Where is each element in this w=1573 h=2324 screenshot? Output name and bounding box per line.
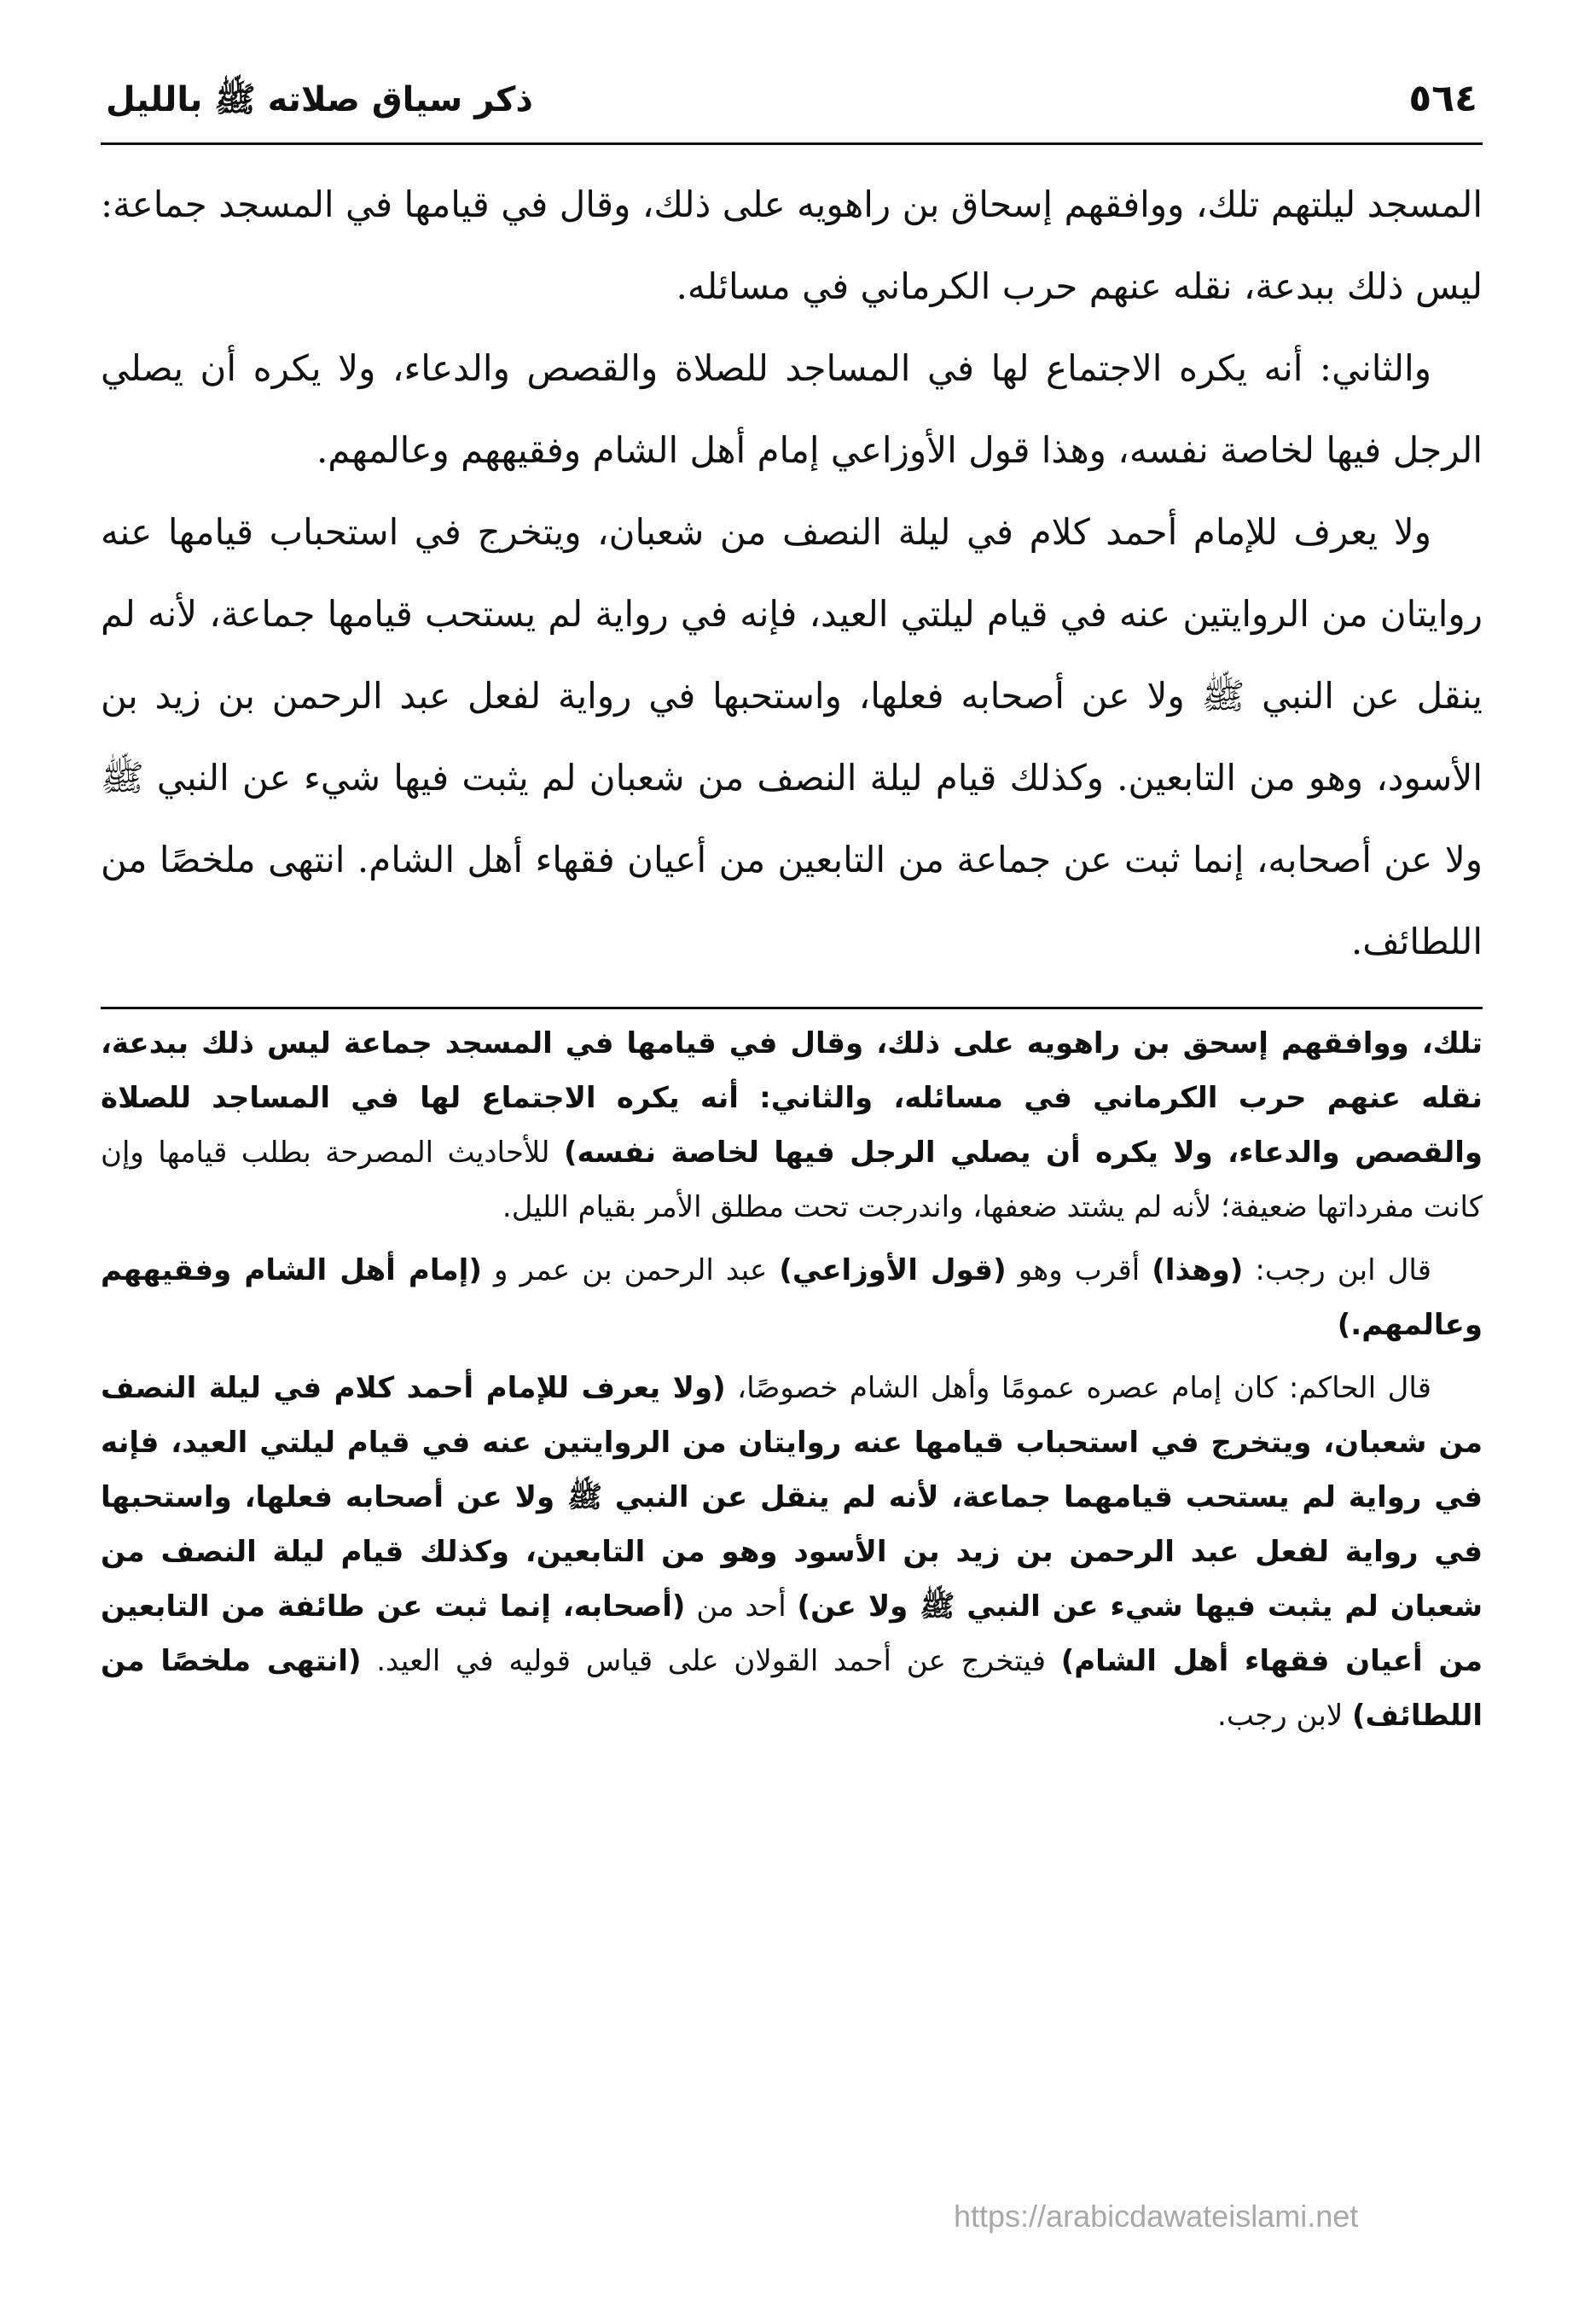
footnote-paragraph	[101, 1016, 1483, 1235]
footnote-text: قال الحاكم: كان إمام عصره عمومًا وأهل الشام خصوصًا،	[725, 1371, 1432, 1405]
page-number: ٥٦٤	[1408, 77, 1477, 120]
main-paragraph: المسجد ليلتهم تلك، ووافقهم إسحاق بن راهويه على ذلك، وقال في قيامها في المسجد جماعة: ليس ذلك ببدعة، نقله عنهم حرب الكرماني في مسائله.	[101, 183, 1483, 307]
footnote-quoted-text: (أصحابه، إنما ثبت عن طائفة من التابعين من أعيان فقهاء أهل الشام)	[101, 1589, 1483, 1678]
footnote-text: للأحاديث المصرحة بطلب قيامها وإن كانت مفرداتها ضعيفة؛ لأنه لم يشتد ضعفها، واندرجت تحت مطلق الأمر بقيام الليل.	[101, 1136, 1483, 1224]
main-paragraph: ولا يعرف للإمام أحمد كلام في ليلة النصف من شعبان، ويتخرج في استحباب قيامها عنه روايتان من الروايتين عنه في قيام ليلتي العيد، فإنه في رواية لم يستحب قيامها جماعة، لأنه لم ينقل عن النبي ﷺ ولا عن أصحابه فعلها، واستحبها في رواية لفعل عبد الرحمن بن زيد بن الأسود، وهو من التابعين. وكذلك قيام ليلة النصف من شعبان لم يثبت فيها شيء عن النبي ﷺ ولا عن أصحابه، إنما ثبت عن جماعة من التابعين من أعيان فقهاء أهل الشام. انتهى ملخصًا من اللطائف.	[101, 511, 1483, 962]
footnote-paragraph	[101, 1243, 1483, 1352]
footnotes-section	[101, 1016, 1483, 1743]
footnote-quoted-text: (وهذا)	[1152, 1253, 1244, 1287]
footnote-quoted-text: (انتهى ملخصًا من اللطائف)	[101, 1644, 1483, 1733]
footnote-text: لابن رجب.	[1217, 1699, 1353, 1733]
main-paragraph: والثاني: أنه يكره الاجتماع لها في المساجد للصلاة والقصص والدعاء، ولا يكره أن يصلي الرجل فيها لخاصة نفسه، وهذا قول الأوزاعي إمام أهل الشام وفقيههم وعالمهم.	[101, 347, 1483, 471]
footnote-text: أقرب وهو	[1006, 1253, 1152, 1287]
main-text	[101, 164, 1483, 983]
page-header	[101, 77, 1483, 145]
footnote-quoted-text: (ولا يعرف للإمام أحمد كلام في ليلة النصف من شعبان، ويتخرج في استحباب قيامها عنه روايتان من الروايتين عنه في قيام ليلتي العيد، فإنه في رواية لم يستحب قيامهما جماعة، لأنه لم ينقل عن النبي ﷺ ولا عن أصحابه فعلها، واستحبها في رواية لفعل عبد الرحمن بن زيد بن الأسود وهو من التابعين، وكذلك قيام ليلة النصف من شعبان لم يثبت فيها شيء عن النبي ﷺ ولا عن)	[101, 1371, 1483, 1624]
running-title: ذكر سياق صلاته ﷺ بالليل	[106, 80, 533, 119]
footnote-paragraph	[101, 1361, 1483, 1743]
footnote-divider	[101, 1007, 1483, 1009]
watermark-url: https://arabicdawateislami.net	[954, 2199, 1359, 2234]
footnote-quoted-text: (قول الأوزاعي)	[779, 1253, 1007, 1287]
footnote-quoted-text: (إمام أهل الشام وفقيههم وعالمهم.)	[101, 1253, 1483, 1342]
footnote-text: عبد الرحمن بن عمر و	[481, 1253, 780, 1287]
footnote-text: قال ابن رجب:	[1243, 1253, 1431, 1287]
document-page	[101, 77, 1483, 2295]
footnote-text: فيتخرج عن أحمد القولان على قياس قوليه في العيد.	[361, 1644, 1061, 1678]
footnote-quoted-text: تلك، ووافقهم إسحق بن راهويه على ذلك، وقال في قيامها في المسجد جماعة ليس ذلك ببدعة، نقله عنهم حرب الكرماني في مسائله، والثاني: أنه يكره الاجتماع لها في المساجد للصلاة والقصص والدعاء، ولا يكره أن يصلي الرجل فيها لخاصة نفسه)	[101, 1026, 1483, 1170]
footnote-text: أحد من	[685, 1589, 798, 1624]
